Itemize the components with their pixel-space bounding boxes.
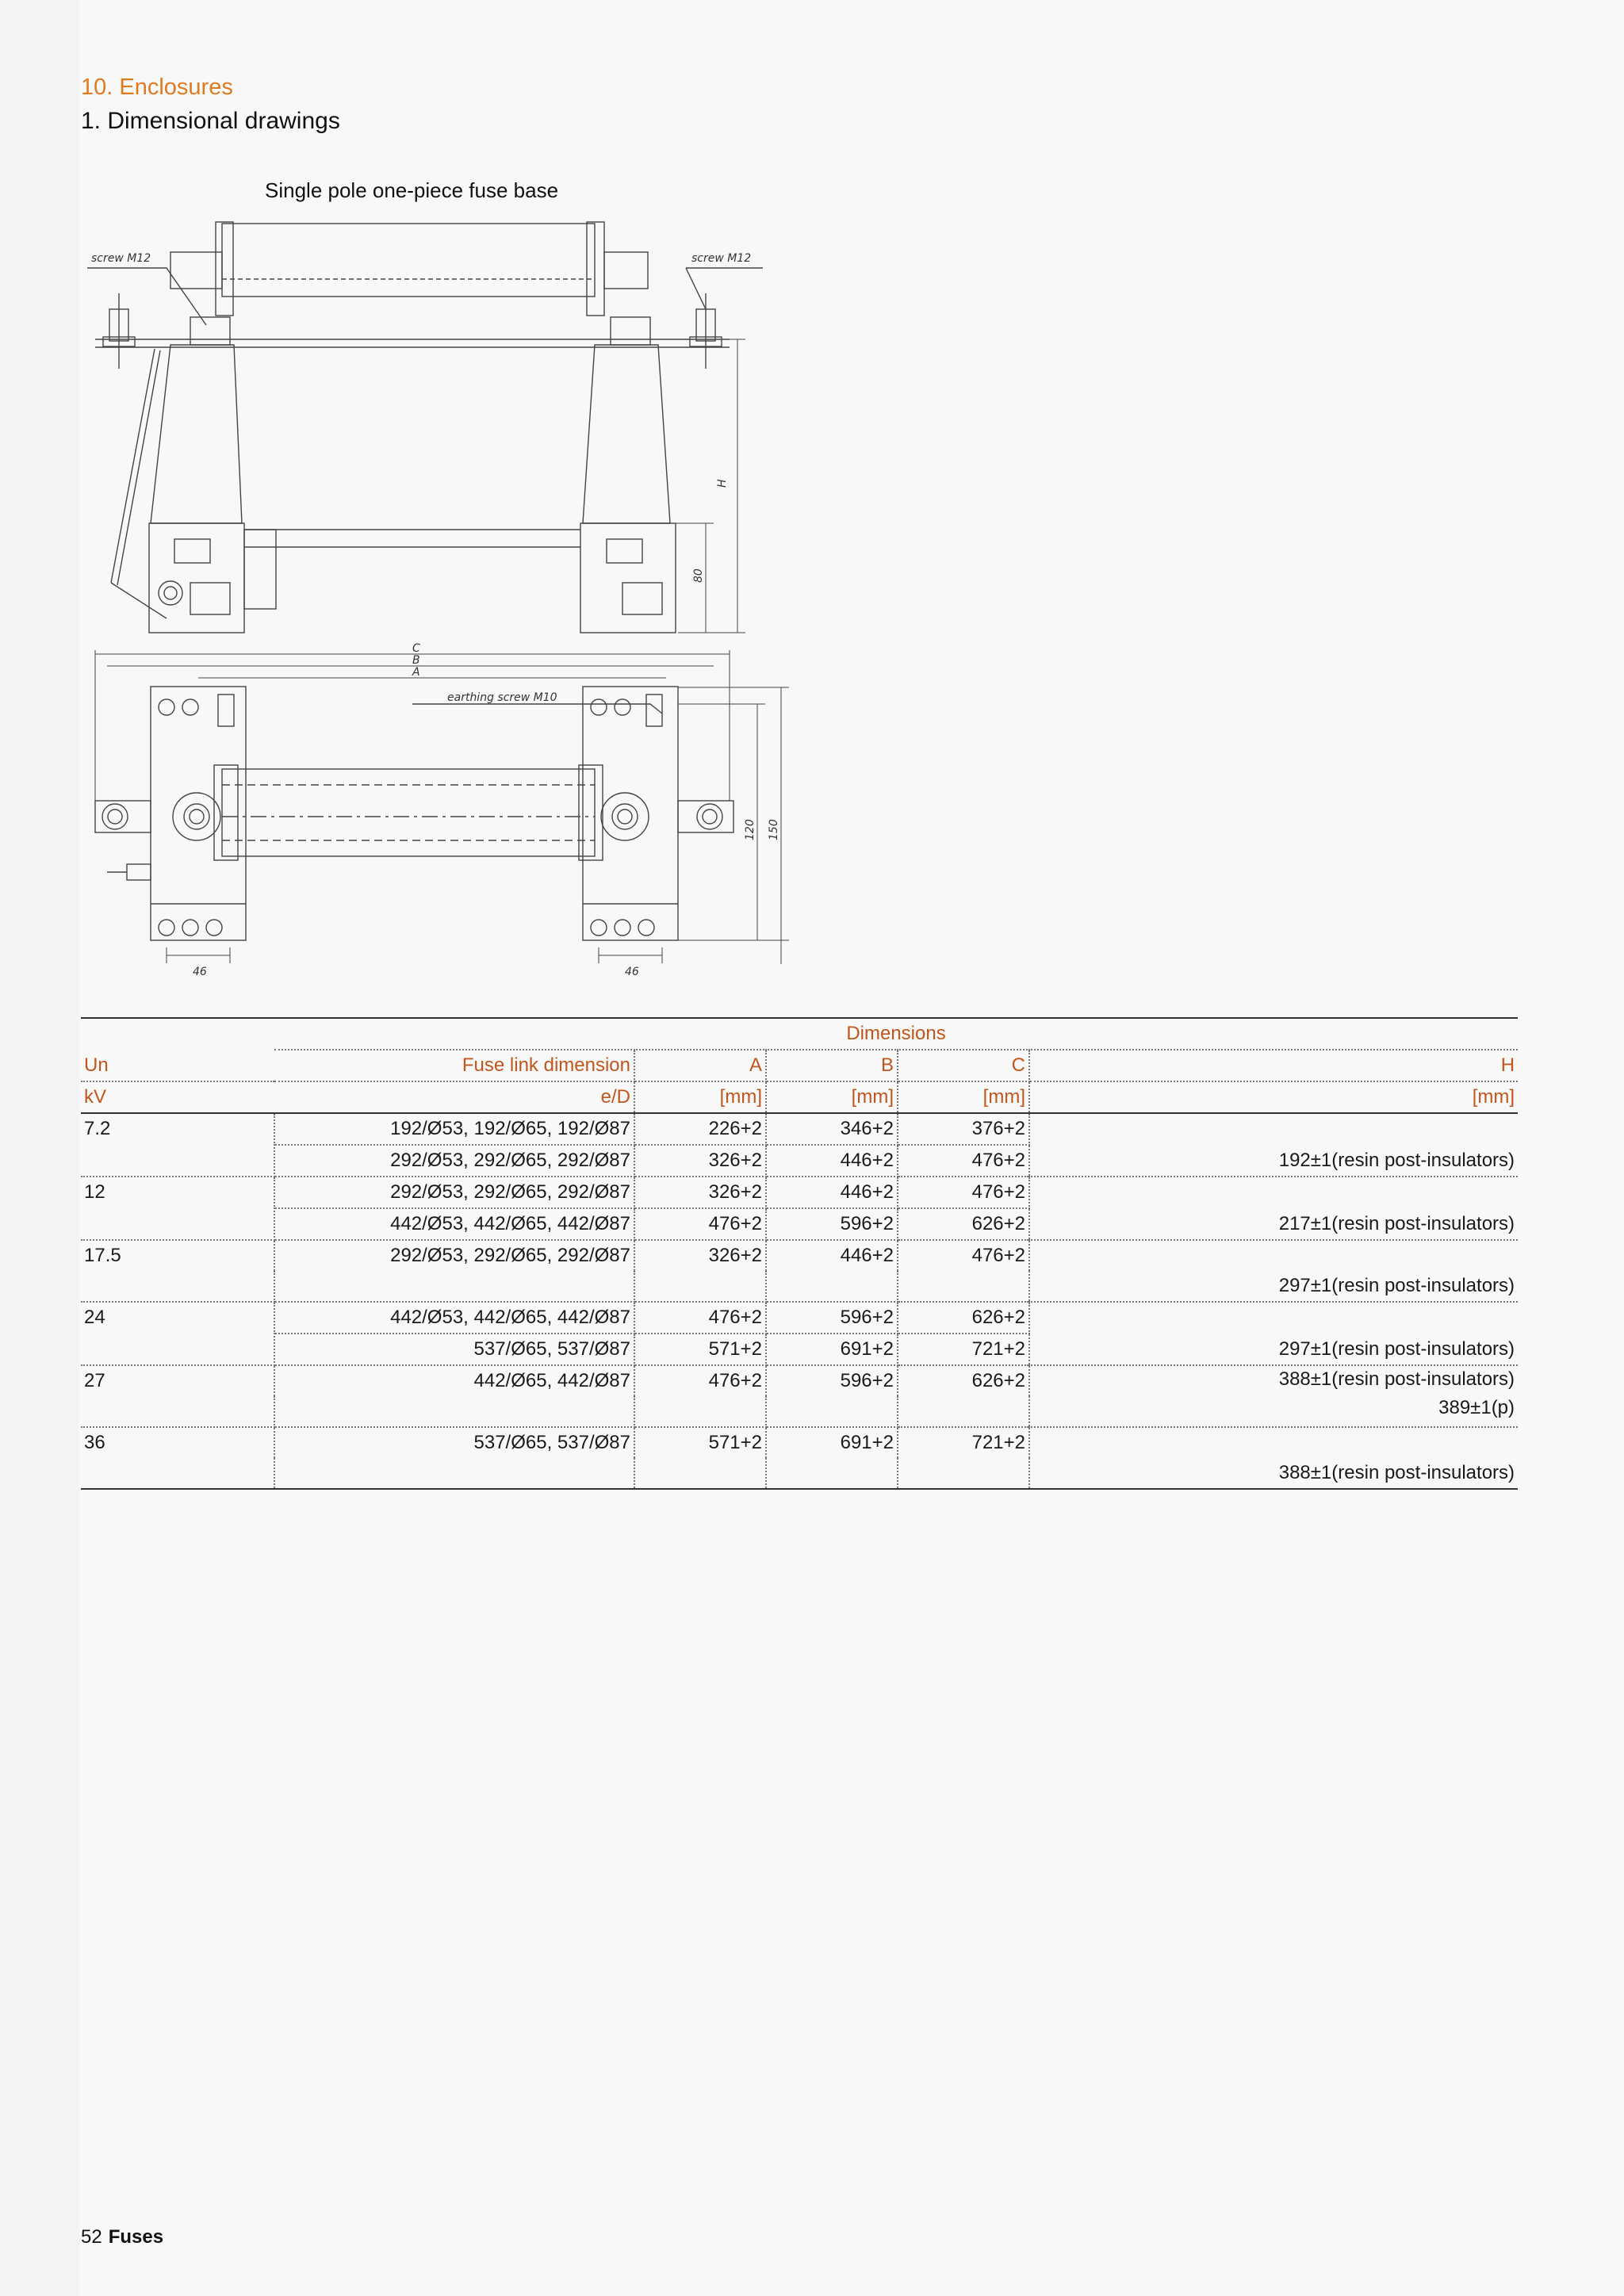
cell-un: 24 (81, 1302, 274, 1365)
cell-un: 27 (81, 1365, 274, 1427)
table-row (81, 1427, 1518, 1458)
base-right (580, 523, 676, 633)
cell-h-text: 297±1(resin post-insulators) (1278, 1275, 1515, 1296)
cell-a: 226+2 (634, 1113, 766, 1145)
col-header-h: H (1029, 1050, 1518, 1081)
table-row (81, 1177, 1518, 1208)
cell-c: 376+2 (898, 1113, 1029, 1145)
cell-a: 476+2 (634, 1208, 766, 1240)
label-dim-b: B (412, 654, 420, 667)
label-dim-46-right: 46 (625, 966, 639, 978)
table-row (81, 1113, 1518, 1145)
cell-c: 721+2 (898, 1334, 1029, 1365)
col-header-b: B (766, 1050, 898, 1081)
cell-c: 476+2 (898, 1145, 1029, 1177)
unit-un: kV (81, 1081, 274, 1113)
cell-b: 596+2 (766, 1365, 898, 1396)
cell-b: 446+2 (766, 1177, 898, 1208)
unit-b: [mm] (766, 1081, 898, 1113)
cell-b: 596+2 (766, 1302, 898, 1334)
cell-h (1029, 1240, 1518, 1302)
fuse-cylinder (222, 224, 595, 297)
cell-fuse: 442/Ø53, 442/Ø65, 442/Ø87 (274, 1302, 634, 1334)
group-header-dimensions: Dimensions (274, 1018, 1518, 1050)
col-header-c: C (898, 1050, 1029, 1081)
cell-b (766, 1458, 898, 1489)
cell-fuse (274, 1458, 634, 1489)
fuse-base-technical-drawing (79, 214, 793, 991)
label-dim-c: C (412, 642, 420, 655)
cell-h (1029, 1177, 1518, 1240)
insulator-left (151, 345, 242, 523)
cell-a: 476+2 (634, 1302, 766, 1334)
table-row (81, 1365, 1518, 1396)
drawing-title: Single pole one-piece fuse base (265, 178, 559, 202)
unit-c: [mm] (898, 1081, 1029, 1113)
units-row (81, 1081, 1518, 1113)
label-screw-m12-right: screw M12 (691, 252, 752, 265)
cell-a (634, 1458, 766, 1489)
cell-a: 326+2 (634, 1177, 766, 1208)
cell-a: 476+2 (634, 1365, 766, 1396)
cell-h (1029, 1113, 1518, 1177)
cell-fuse (274, 1271, 634, 1302)
dimensions-table (81, 1017, 1518, 1490)
cell-un: 17.5 (81, 1240, 274, 1302)
group-header-row (81, 1018, 1518, 1050)
label-dim-150: 150 (768, 819, 780, 840)
cell-c (898, 1396, 1029, 1427)
cell-b: 446+2 (766, 1145, 898, 1177)
cell-b (766, 1271, 898, 1302)
plan-base-left (151, 687, 246, 940)
cell-b: 691+2 (766, 1427, 898, 1458)
table-row (81, 1302, 1518, 1334)
cell-h-text: 388±1(resin post-insulators) (1278, 1368, 1515, 1390)
label-dim-120: 120 (744, 819, 756, 840)
unit-a: [mm] (634, 1081, 766, 1113)
cell-h (1029, 1427, 1518, 1489)
label-dim-80: 80 (692, 568, 705, 583)
insulator-right (583, 345, 670, 523)
contact-clip-right (587, 222, 604, 316)
cell-a: 326+2 (634, 1240, 766, 1271)
section-title: 10. Enclosures (81, 75, 233, 100)
cell-b: 346+2 (766, 1113, 898, 1145)
cell-a (634, 1396, 766, 1427)
col-header-fuse-link: Fuse link dimension (274, 1050, 634, 1081)
cell-h-text: 297±1(resin post-insulators) (1278, 1338, 1515, 1360)
cell-fuse: 537/Ø65, 537/Ø87 (274, 1427, 634, 1458)
col-header-un: Un (81, 1050, 274, 1081)
cell-h (1029, 1365, 1518, 1427)
page-number: 52 (81, 2226, 102, 2248)
column-header-row (81, 1050, 1518, 1081)
cell-c: 626+2 (898, 1302, 1029, 1334)
cell-a (634, 1271, 766, 1302)
cell-a: 571+2 (634, 1427, 766, 1458)
cell-c: 476+2 (898, 1240, 1029, 1271)
cell-fuse (274, 1396, 634, 1427)
cell-fuse: 292/Ø53, 292/Ø65, 292/Ø87 (274, 1177, 634, 1208)
cell-un: 7.2 (81, 1113, 274, 1177)
cell-h (1029, 1302, 1518, 1365)
label-dim-46-left: 46 (193, 966, 207, 978)
cell-c: 626+2 (898, 1208, 1029, 1240)
col-header-a: A (634, 1050, 766, 1081)
label-dim-a: A (412, 666, 420, 679)
cell-h-text: 388±1(resin post-insulators) (1278, 1462, 1515, 1483)
cell-fuse: 292/Ø53, 292/Ø65, 292/Ø87 (274, 1240, 634, 1271)
unit-fuse-link: e/D (274, 1081, 634, 1113)
label-dim-h: H (716, 479, 729, 488)
footer-section: Fuses (108, 2226, 164, 2248)
cell-c: 476+2 (898, 1177, 1029, 1208)
cell-fuse: 537/Ø65, 537/Ø87 (274, 1334, 634, 1365)
cell-b: 446+2 (766, 1240, 898, 1271)
cell-h-text: 192±1(resin post-insulators) (1278, 1150, 1515, 1171)
cell-h-text: 217±1(resin post-insulators) (1278, 1213, 1515, 1234)
cell-a: 571+2 (634, 1334, 766, 1365)
cell-un: 36 (81, 1427, 274, 1489)
cell-fuse: 192/Ø53, 192/Ø65, 192/Ø87 (274, 1113, 634, 1145)
cell-h-text-2: 389±1(p) (1438, 1397, 1515, 1418)
table-row (81, 1240, 1518, 1271)
cell-c: 626+2 (898, 1365, 1029, 1396)
cell-a: 326+2 (634, 1145, 766, 1177)
cell-b: 596+2 (766, 1208, 898, 1240)
cell-b (766, 1396, 898, 1427)
contact-clip-left (216, 222, 233, 316)
unit-h: [mm] (1029, 1081, 1518, 1113)
cell-b: 691+2 (766, 1334, 898, 1365)
cell-fuse: 442/Ø65, 442/Ø87 (274, 1365, 634, 1396)
subsection-title: 1. Dimensional drawings (81, 108, 340, 134)
label-screw-m12-left: screw M12 (91, 252, 151, 265)
cell-un: 12 (81, 1177, 274, 1240)
cell-fuse: 292/Ø53, 292/Ø65, 292/Ø87 (274, 1145, 634, 1177)
cell-fuse: 442/Ø53, 442/Ø65, 442/Ø87 (274, 1208, 634, 1240)
page-footer (81, 2226, 163, 2248)
label-earthing-screw: earthing screw M10 (447, 691, 557, 704)
cell-c (898, 1458, 1029, 1489)
cell-c (898, 1271, 1029, 1302)
cell-c: 721+2 (898, 1427, 1029, 1458)
plan-base-right (583, 687, 678, 940)
